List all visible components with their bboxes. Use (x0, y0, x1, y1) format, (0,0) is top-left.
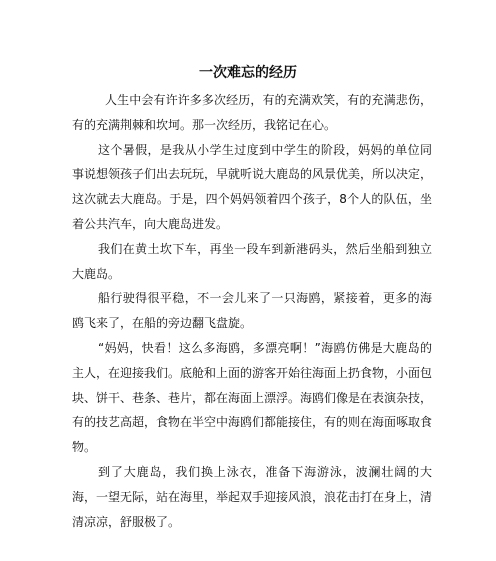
paragraph-intro: 人生中会有许许多多次经历，有的充满欢笑，有的充满悲伤，有的充满荆棘和坎坷。那一次经历，我铭记在心。 (72, 93, 432, 132)
paragraph-route: 我们在黄土坎下车，再坐一段车到新港码头，然后坐船到独立大鹿岛。 (72, 241, 432, 281)
paragraph-summer-trip: 这个暑假，是我从小学生过度到中学生的阶段，妈妈的单位同事说想领孩子们出去玩玩，早就听说大鹿岛的风景优美，所以决定，这次就去大鹿岛。于是，四个妈妈领着四个孩子，8个人的队伍，坐着公共汽车，向大鹿岛进发。 (72, 142, 433, 231)
paragraph-ferry: 船行驶得很平稳，不一会儿来了一只海鸥，紧接着，更多的海鸥飞来了，在船的旁边翻飞盘旋。 (72, 291, 432, 331)
paragraph-seagulls: “妈妈，快看！这么多海鸥，多漂亮啊！”海鸥仿佛是大鹿岛的主人，在迎接我们。底舱和上面的游客开始往海面上扔食物，小面包块、饼干、巷条、巷片，都在海面上漂浮。海鸥们像是在表演杂技，有的技艺高超，食物在半空中海鸥们都能接住，有的则在海面啄取食物。 (72, 340, 433, 455)
document-title: 一次难忘的经历 (199, 65, 297, 81)
paragraph-swimming: 到了大鹿岛，我们换上泳衣，准备下海游泳，波澜壮阔的大海，一望无际，站在海里，举起双手迎接风浪，浪花击打在身上，清清凉凉，舒服极了。 (72, 464, 433, 529)
document-body (72, 88, 432, 534)
